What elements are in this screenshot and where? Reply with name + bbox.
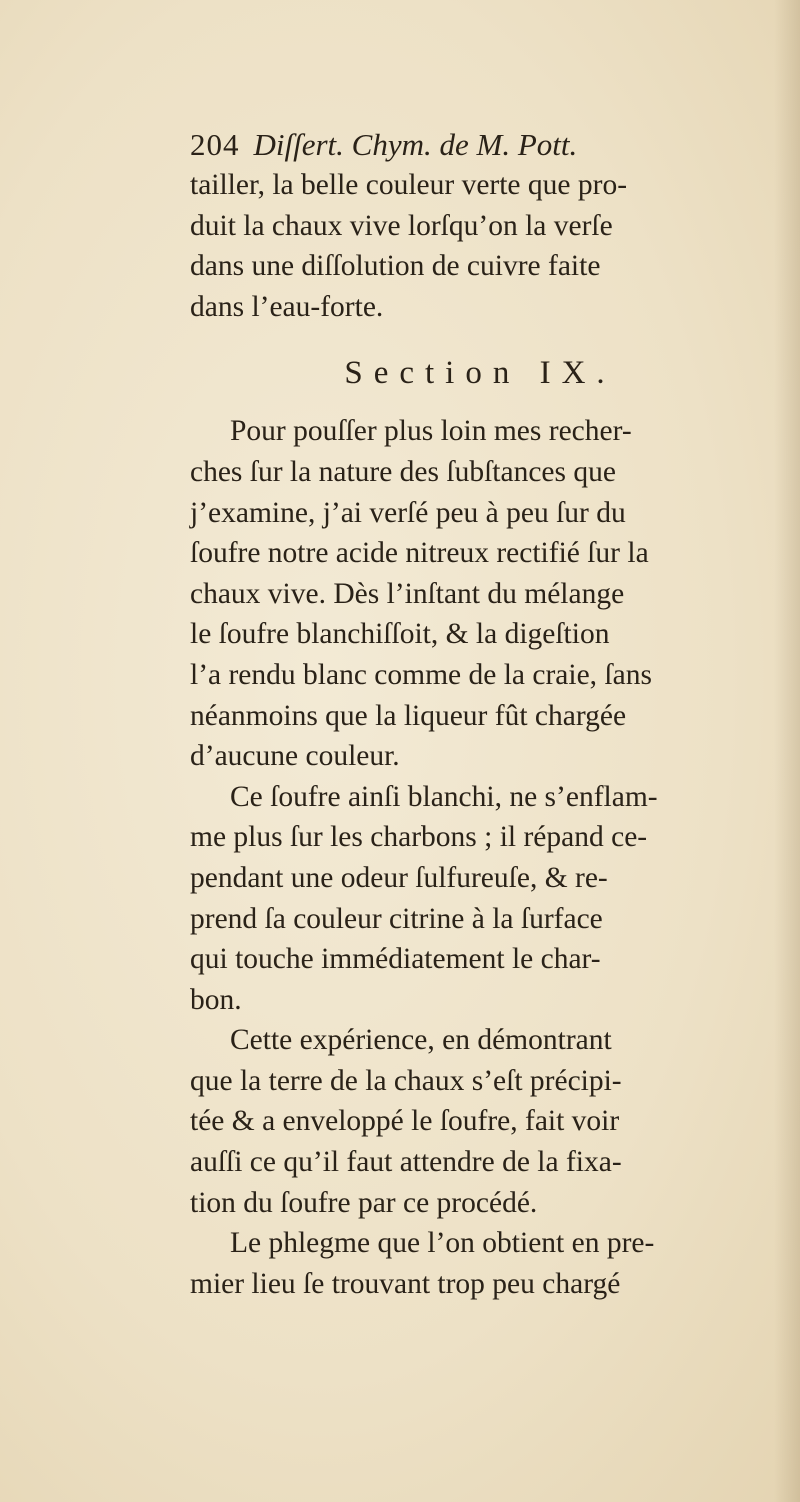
running-title: Diſſert. Chym. de M. Pott. [253, 127, 578, 162]
text-line: prend ſa couleur citrine à la ſurface [190, 902, 603, 935]
paragraph-1 [190, 411, 770, 776]
text-line: qui touche immédiatement le char- [190, 943, 601, 976]
text-line: pendant une odeur ſulfureuſe, & re- [190, 861, 608, 894]
section-heading: Section IX. [344, 355, 616, 392]
paragraph-3 [190, 1020, 770, 1223]
text-line: le ſoufre blanchiſſoit, & la digeſtion [190, 618, 610, 651]
text-line: duit la chaux vive lorſqu’on la verſe [190, 209, 613, 242]
text-line: dans une diſſolution de cuivre faite [190, 250, 601, 283]
running-head [190, 125, 770, 165]
text-line: d’aucune couleur. [190, 740, 400, 773]
text-line: ches ſur la nature des ſubſtances que [190, 455, 616, 488]
text-block [190, 125, 770, 1304]
text-line: que la terre de la chaux s’eſt précipi- [190, 1064, 622, 1097]
text-line: chaux vive. Dès l’inſtant du mélange [190, 577, 625, 610]
text-line: me plus ſur les charbons ; il répand ce- [190, 821, 648, 854]
text-line: tailler, la belle couleur verte que pro- [190, 169, 628, 201]
text-line: l’a rendu blanc comme de la craie, ſans [190, 658, 652, 691]
text-line: Pour pouſſer plus loin mes recher- [230, 415, 632, 448]
text-line: ſoufre notre acide nitreux rectifié ſur la [190, 537, 649, 570]
text-line: néanmoins que la liqueur fût chargée [190, 699, 627, 732]
text-line: j’examine, j’ai verſé peu à peu ſur du [190, 496, 626, 529]
page-number: 204 [190, 127, 240, 162]
text-line: mier lieu ſe trouvant trop peu chargé [190, 1267, 621, 1300]
text-line: Ce ſoufre ainſi blanchi, ne s’enflam- [230, 780, 658, 813]
paragraph-2 [190, 777, 770, 1021]
text-line: tée & a enveloppé le ſoufre, fait voir [190, 1105, 620, 1138]
text-line: Le phlegme que l’on obtient en pre- [230, 1227, 655, 1260]
text-line: Cette expérience, en démontrant [230, 1024, 612, 1057]
text-line: tion du ſoufre par ce procédé. [190, 1186, 538, 1219]
paragraph-intro [190, 165, 770, 327]
paragraph-4 [190, 1223, 770, 1304]
page-edge-shadow [774, 0, 800, 1502]
text-line: auſſi ce qu’il faut attendre de la fixa- [190, 1146, 622, 1179]
text-line: bon. [190, 983, 242, 1016]
text-line: dans l’eau-forte. [190, 290, 384, 323]
